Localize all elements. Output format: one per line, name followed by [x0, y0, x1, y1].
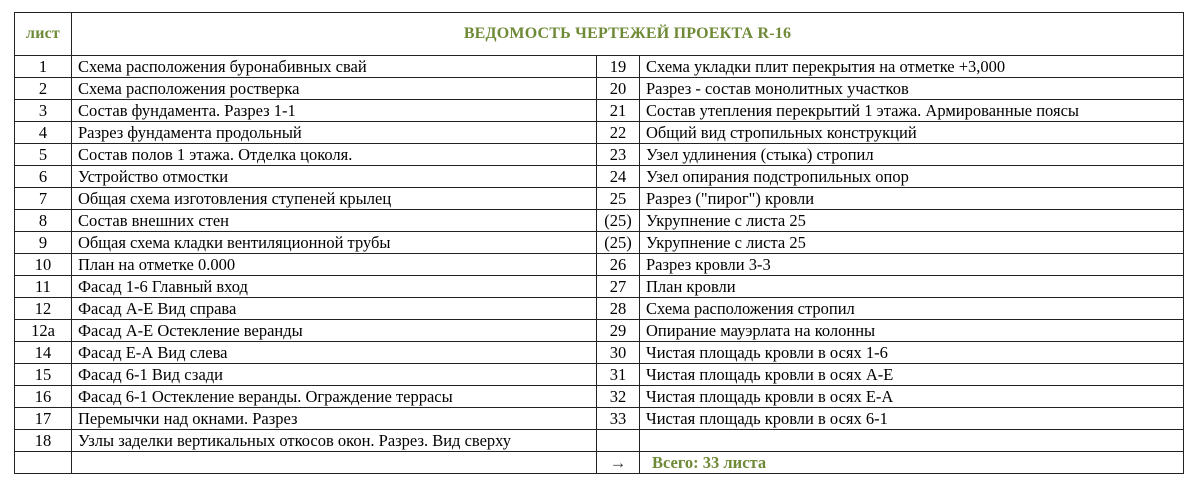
left-drawing-title: Фасад А-Е Вид справа — [72, 298, 597, 320]
left-sheet-number: 1 — [15, 56, 72, 78]
right-sheet-number: (25) — [597, 210, 640, 232]
right-sheet-number: 28 — [597, 298, 640, 320]
right-drawing-title — [640, 430, 1184, 452]
right-drawing-title: Разрез кровли 3-3 — [640, 254, 1184, 276]
right-drawing-title: Схема расположения стропил — [640, 298, 1184, 320]
table-row — [15, 56, 1184, 78]
table-row — [15, 364, 1184, 386]
left-sheet-number: 4 — [15, 122, 72, 144]
right-sheet-number: 32 — [597, 386, 640, 408]
table-row — [15, 100, 1184, 122]
left-drawing-title: Узлы заделки вертикальных откосов окон. Разрез. Вид сверху — [72, 430, 597, 452]
right-drawing-title: План кровли — [640, 276, 1184, 298]
left-drawing-title: План на отметке 0.000 — [72, 254, 597, 276]
right-drawing-title: Укрупнение с листа 25 — [640, 232, 1184, 254]
right-sheet-number — [597, 430, 640, 452]
left-sheet-number: 2 — [15, 78, 72, 100]
right-drawing-title: Укрупнение с листа 25 — [640, 210, 1184, 232]
right-drawing-title: Узел удлинения (стыка) стропил — [640, 144, 1184, 166]
left-drawing-title: Общая схема кладки вентиляционной трубы — [72, 232, 597, 254]
header-row — [15, 13, 1184, 56]
right-sheet-number: 19 — [597, 56, 640, 78]
right-drawing-title: Разрез - состав монолитных участков — [640, 78, 1184, 100]
total-row — [15, 452, 1184, 474]
empty-cell — [72, 452, 597, 474]
empty-cell — [15, 452, 72, 474]
table-row — [15, 166, 1184, 188]
table-row — [15, 210, 1184, 232]
table-row — [15, 408, 1184, 430]
right-drawing-title: Опирание мауэрлата на колонны — [640, 320, 1184, 342]
left-drawing-title: Перемычки над окнами. Разрез — [72, 408, 597, 430]
left-sheet-number: 18 — [15, 430, 72, 452]
left-sheet-number: 15 — [15, 364, 72, 386]
left-drawing-title: Фасад А-Е Остекление веранды — [72, 320, 597, 342]
table-row — [15, 298, 1184, 320]
left-sheet-number: 3 — [15, 100, 72, 122]
arrow-right-icon: → — [597, 452, 640, 474]
right-sheet-number: 20 — [597, 78, 640, 100]
left-sheet-number: 16 — [15, 386, 72, 408]
left-drawing-title: Состав полов 1 этажа. Отделка цоколя. — [72, 144, 597, 166]
right-sheet-number: 27 — [597, 276, 640, 298]
left-sheet-number: 11 — [15, 276, 72, 298]
table-row — [15, 386, 1184, 408]
left-drawing-title: Фасад 1-6 Главный вход — [72, 276, 597, 298]
right-drawing-title: Разрез ("пирог") кровли — [640, 188, 1184, 210]
left-drawing-title: Фасад 6-1 Вид сзади — [72, 364, 597, 386]
left-drawing-title: Состав внешних стен — [72, 210, 597, 232]
left-sheet-number: 6 — [15, 166, 72, 188]
left-drawing-title: Схема расположения ростверка — [72, 78, 597, 100]
left-drawing-title: Устройство отмостки — [72, 166, 597, 188]
table-row — [15, 430, 1184, 452]
left-sheet-number: 12 — [15, 298, 72, 320]
right-drawing-title: Схема укладки плит перекрытия на отметке +3,000 — [640, 56, 1184, 78]
right-sheet-number: 29 — [597, 320, 640, 342]
left-drawing-title: Общая схема изготовления ступеней крылец — [72, 188, 597, 210]
table-row — [15, 342, 1184, 364]
right-sheet-number: 22 — [597, 122, 640, 144]
table-row — [15, 320, 1184, 342]
table-row — [15, 188, 1184, 210]
left-drawing-title: Фасад Е-А Вид слева — [72, 342, 597, 364]
left-sheet-number: 10 — [15, 254, 72, 276]
left-sheet-number: 12а — [15, 320, 72, 342]
right-sheet-number: 25 — [597, 188, 640, 210]
table-row — [15, 276, 1184, 298]
table-row — [15, 144, 1184, 166]
right-drawing-title: Общий вид стропильных конструкций — [640, 122, 1184, 144]
document-title: ВЕДОМОСТЬ ЧЕРТЕЖЕЙ ПРОЕКТА R-16 — [72, 13, 1184, 56]
right-drawing-title: Чистая площадь кровли в осях Е-А — [640, 386, 1184, 408]
table-row — [15, 254, 1184, 276]
right-sheet-number: 26 — [597, 254, 640, 276]
table-row — [15, 78, 1184, 100]
total-sheets: Всего: 33 листа — [640, 452, 1184, 474]
left-sheet-number: 17 — [15, 408, 72, 430]
right-sheet-number: 33 — [597, 408, 640, 430]
left-sheet-number: 7 — [15, 188, 72, 210]
left-sheet-number: 5 — [15, 144, 72, 166]
table-row — [15, 122, 1184, 144]
left-sheet-number: 9 — [15, 232, 72, 254]
left-drawing-title: Схема расположения буронабивных свай — [72, 56, 597, 78]
table-row — [15, 232, 1184, 254]
right-drawing-title: Узел опирания подстропильных опор — [640, 166, 1184, 188]
left-sheet-number: 8 — [15, 210, 72, 232]
sheet-column-header: лист — [15, 13, 72, 56]
left-drawing-title: Состав фундамента. Разрез 1-1 — [72, 100, 597, 122]
right-drawing-title: Чистая площадь кровли в осях А-Е — [640, 364, 1184, 386]
left-drawing-title: Фасад 6-1 Остекление веранды. Ограждение террасы — [72, 386, 597, 408]
right-drawing-title: Состав утепления перекрытий 1 этажа. Армированные поясы — [640, 100, 1184, 122]
left-sheet-number: 14 — [15, 342, 72, 364]
right-sheet-number: 21 — [597, 100, 640, 122]
left-drawing-title: Разрез фундамента продольный — [72, 122, 597, 144]
right-sheet-number: (25) — [597, 232, 640, 254]
drawings-register-table — [14, 12, 1184, 474]
right-sheet-number: 30 — [597, 342, 640, 364]
right-sheet-number: 31 — [597, 364, 640, 386]
right-drawing-title: Чистая площадь кровли в осях 1-6 — [640, 342, 1184, 364]
right-drawing-title: Чистая площадь кровли в осях 6-1 — [640, 408, 1184, 430]
right-sheet-number: 23 — [597, 144, 640, 166]
right-sheet-number: 24 — [597, 166, 640, 188]
